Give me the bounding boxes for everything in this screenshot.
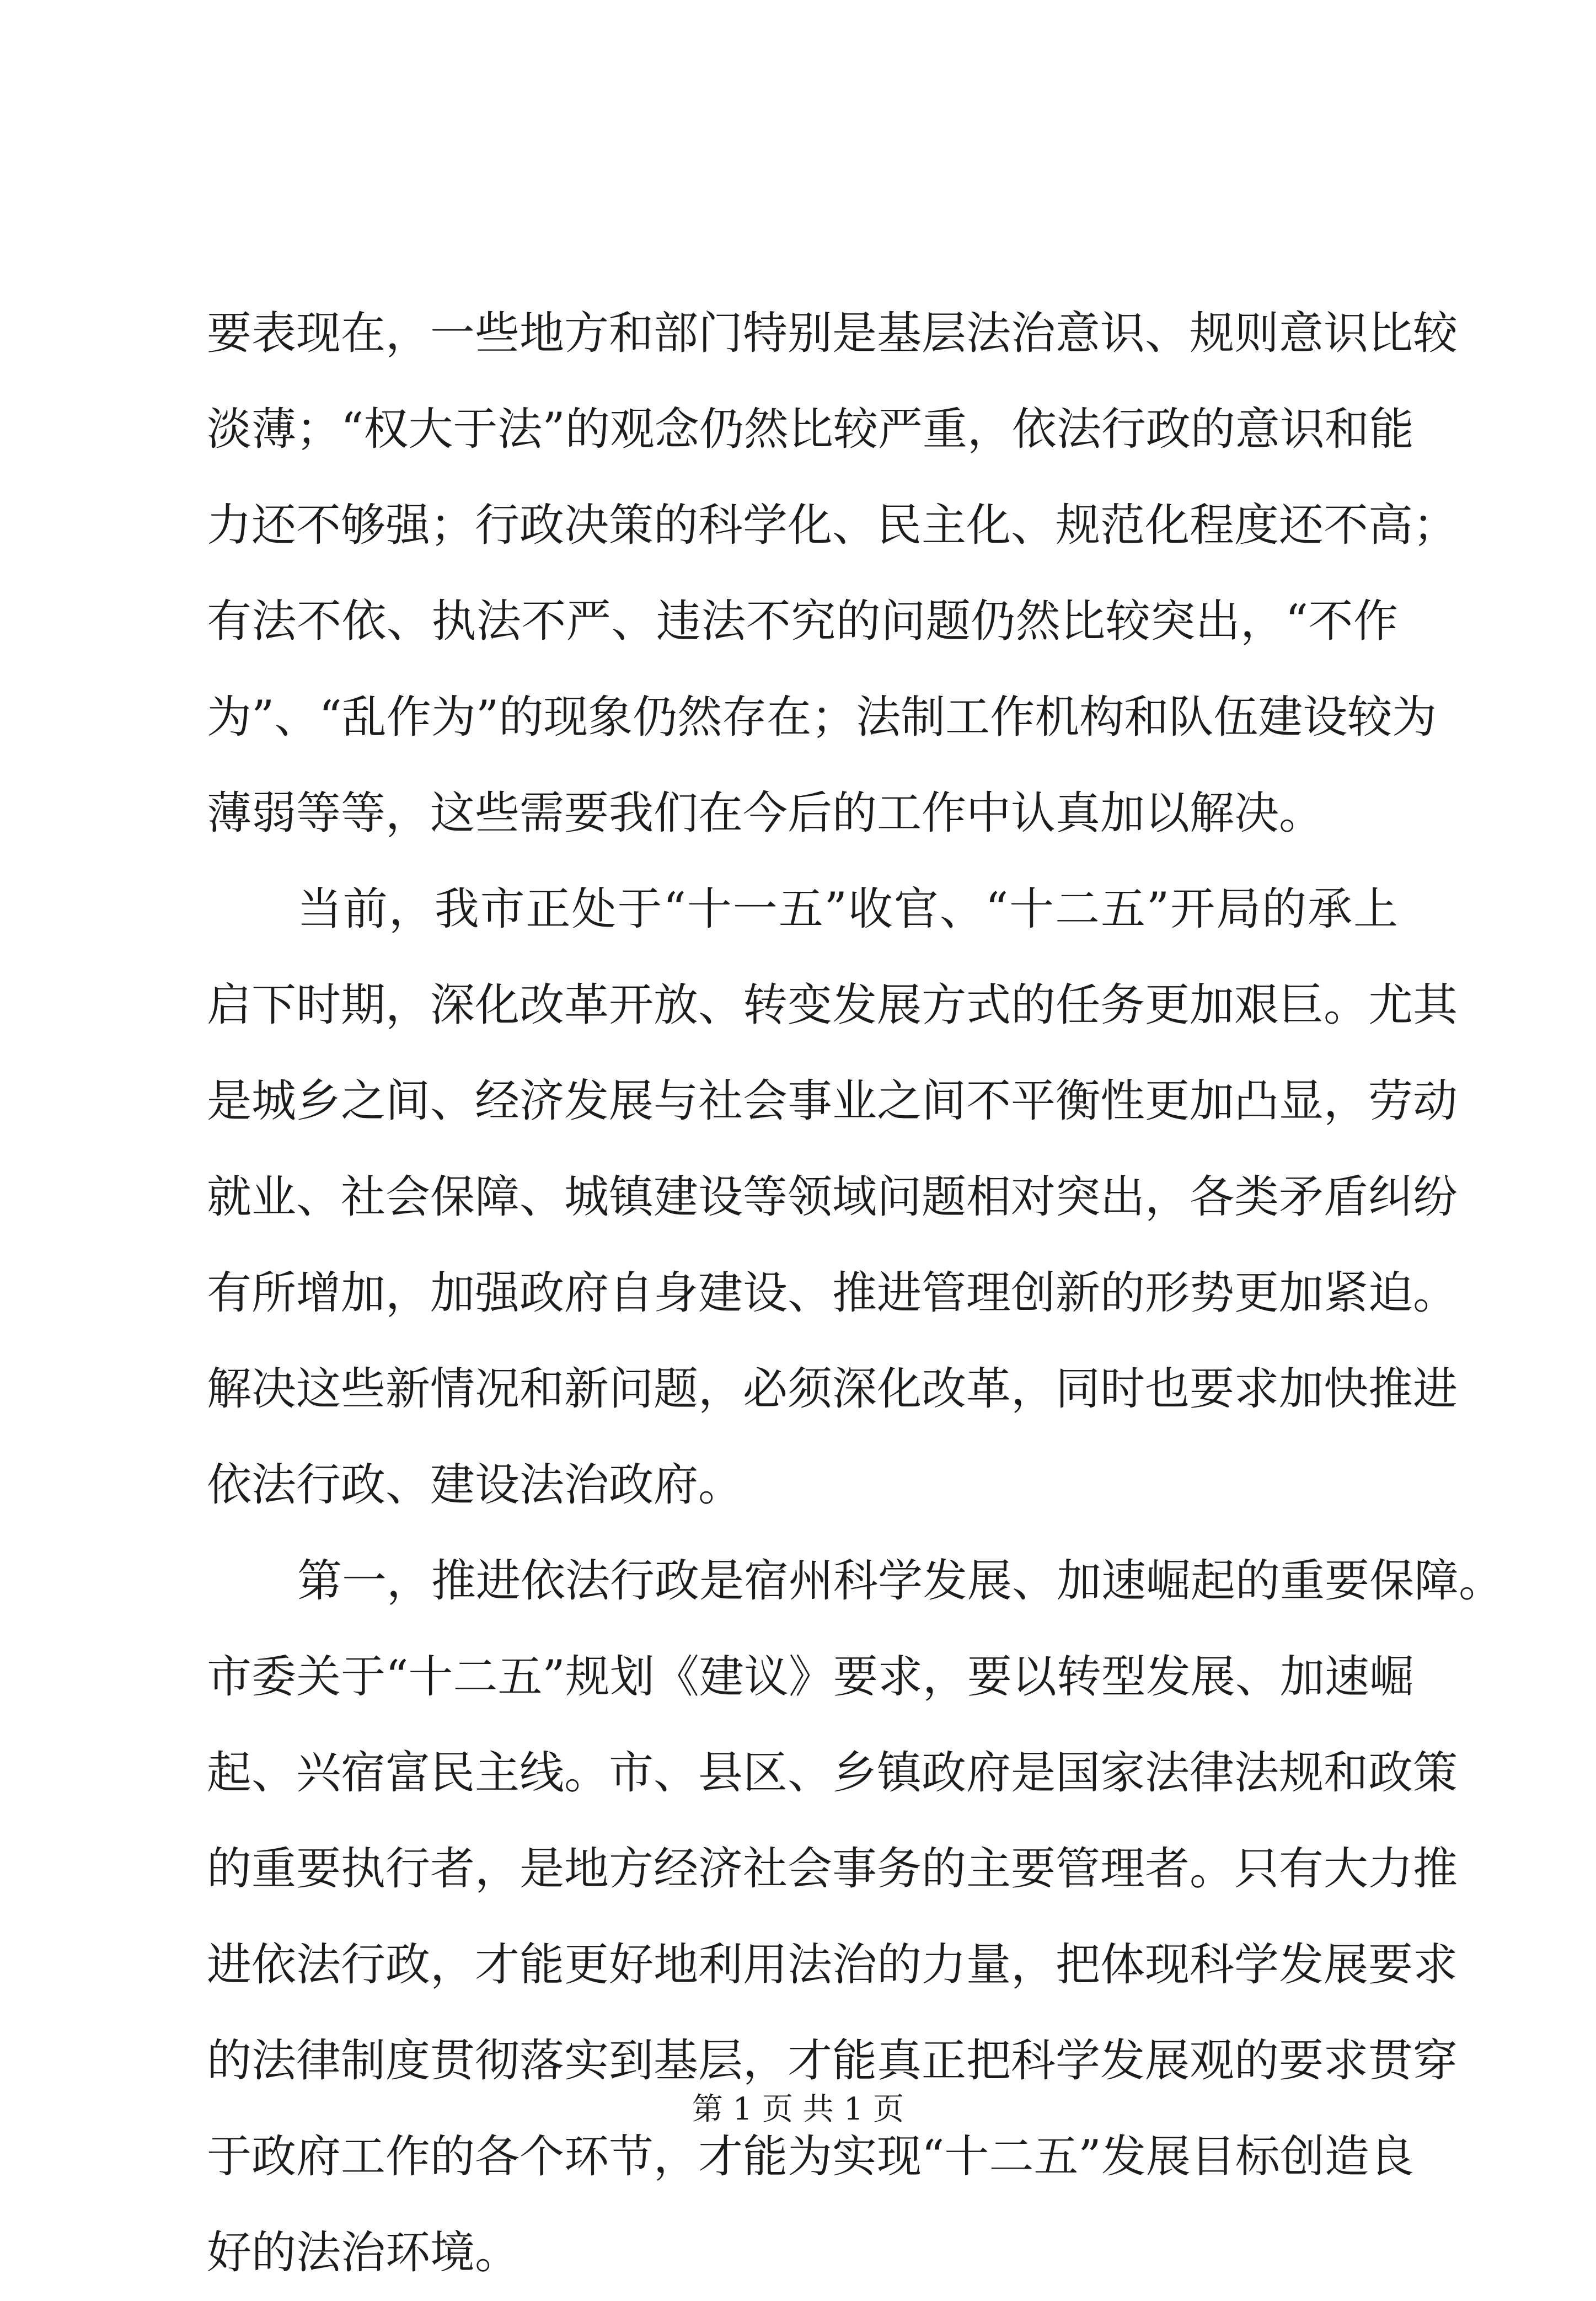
text-line: 的重要执行者，是地方经济社会事务的主要管理者。只有大力推 [207,1843,1458,1895]
text-line: 第一，推进依法行政是宿州科学发展、加速崛起的重要保障。 [297,1555,1504,1607]
text-line: 进依法行政，才能更好地利用法治的力量，把体现科学发展要求 [207,1939,1458,1991]
page-number-footer: 第 1 页 共 1 页 [692,2091,904,2127]
text-line: 启下时期，深化改革开放、转变发展方式的任务更加艰巨。尤其 [207,980,1458,1031]
text-line: 好的法治环境。 [207,2227,520,2279]
text-line: 解决这些新情况和新问题，必须深化改革，同时也要求加快推进 [207,1363,1458,1415]
text-line: 为”、“乱作为”的现象仍然存在；法制工作机构和队伍建设较为 [207,692,1437,743]
text-line: 淡薄；“权大于法”的观念仍然比较严重，依法行政的意识和能 [207,404,1414,456]
text-line: 起、兴宿富民主线。市、县区、乡镇政府是国家法律法规和政策 [207,1747,1458,1799]
text-line: 薄弱等等，这些需要我们在今后的工作中认真加以解决。 [207,788,1324,839]
text-line: 于政府工作的各个环节，才能为实现“十二五”发展目标创造良 [207,2131,1414,2183]
text-line: 的法律制度贯彻落实到基层，才能真正把科学发展观的要求贯穿 [207,2035,1458,2087]
text-line: 就业、社会保障、城镇建设等领域问题相对突出，各类矛盾纠纷 [207,1171,1458,1223]
text-line: 有法不依、执法不严、违法不究的问题仍然比较突出，“不作 [207,596,1398,648]
text-line: 当前，我市正处于“十一五”收官、“十二五”开局的承上 [297,884,1399,935]
text-line: 要表现在，一些地方和部门特别是基层法治意识、规则意识比较 [207,308,1458,360]
document-body [207,286,1504,2301]
text-line: 力还不够强；行政决策的科学化、民主化、规范化程度还不高； [207,500,1458,552]
text-line: 依法行政、建设法治政府。 [207,1459,743,1511]
text-line: 是城乡之间、经济发展与社会事业之间不平衡性更加凸显，劳动 [207,1075,1458,1127]
text-line: 市委关于“十二五”规划《建议》要求，要以转型发展、加速崛 [207,1651,1414,1703]
text-line: 有所增加，加强政府自身建设、推进管理创新的形势更加紧迫。 [207,1267,1458,1319]
